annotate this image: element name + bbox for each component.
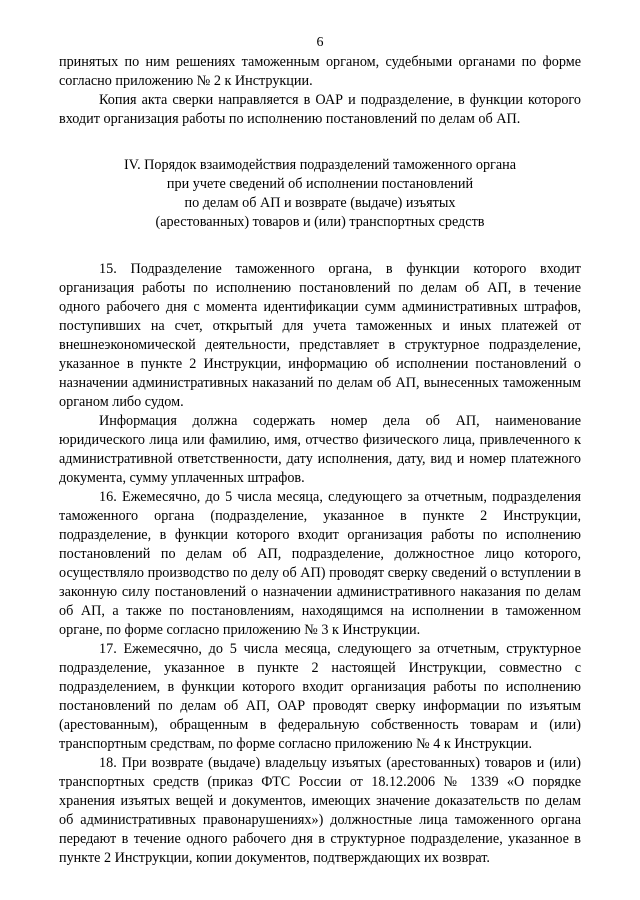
section-heading-line: IV. Порядок взаимодействия подразделений таможенного органа [123,157,517,173]
section-heading-line: при учете сведений об исполнении постановлений [166,176,474,192]
paragraph-15: 15. Подразделение таможенного органа, в функции которого входит организация работы по исполнению постановлений по делам об АП, в течение одного рабочего дня с момента идентификации сумм административных штрафов, поступивших на счет, открытый для учета таможенных и иных платежей от внешнеэкономической деятельности, представляет в структурное подразделение, указанное в пункте 2 Инструкции, информацию об исполнении постановлений о назначении административных наказаний по делам об АП, вынесенных таможенным органом либо судом. [59,261,581,410]
page-number: 6 [316,35,324,50]
section-heading [59,156,581,232]
section-heading-line: по делам об АП и возврате (выдаче) изъятых [184,195,456,211]
section-heading-line: (арестованных) товаров и (или) транспортных средств [155,214,485,230]
copy-paragraph: Копия акта сверки направляется в ОАР и подразделение, в функции которого входит организация работы по исполнению постановлений по делам об АП. [59,92,581,127]
paragraph-18: 18. При возврате (выдаче) владельцу изъятых (арестованных) товаров и (или) транспортных средств (приказ ФТС России от 18.12.2006 № 1339 «О порядке хранения изъятых вещей и документов, имеющих значение доказательств по делам об административных правонарушениях») должностные лица таможенного органа передают в течение одного рабочего дня в структурное подразделение, указанное в пункте 2 Инструкции, копии документов, подтверждающих их возврат. [59,755,581,866]
document-body [59,53,581,868]
paragraph-17: 17. Ежемесячно, до 5 числа месяца, следующего за отчетным, структурное подразделение, указанное в пункте 2 настоящей Инструкции, совместно с подразделением, в функции которого входит организация работы по исполнению постановлений по делам об АП, ОАР проводят сверку информации по изъятым (арестованным), обращенным в федеральную собственность товарам и (или) транспортным средствам, по форме согласно приложению № 4 к Инструкции. [59,641,581,752]
paragraph-16: 16. Ежемесячно, до 5 числа месяца, следующего за отчетным, подразделения таможенного органа (подразделение, указанное в пункте 2 Инструкции, подразделение, в функции которого входит организация работы по исполнению постановлений по делам об АП, подразделение, должностное лицо которого, осуществляло производство по делу об АП) проводят сверку сведений о вступлении в законную силу постановлений о назначении административного наказания по делам об АП, а также по постановлениям, находящимся на исполнении в таможенном органе, по форме согласно приложению № 3 к Инструкции. [59,489,581,638]
intro-paragraph: принятых по ним решениях таможенным органом, судебными органами по форме согласно приложению № 2 к Инструкции. [59,54,581,89]
paragraph-15-info: Информация должна содержать номер дела об АП, наименование юридического лица или фамилию, имя, отчество физического лица, привлеченного к административной ответственности, дату исполнения, дату, вид и номер платежного документа, сумму уплаченных штрафов. [59,413,581,486]
